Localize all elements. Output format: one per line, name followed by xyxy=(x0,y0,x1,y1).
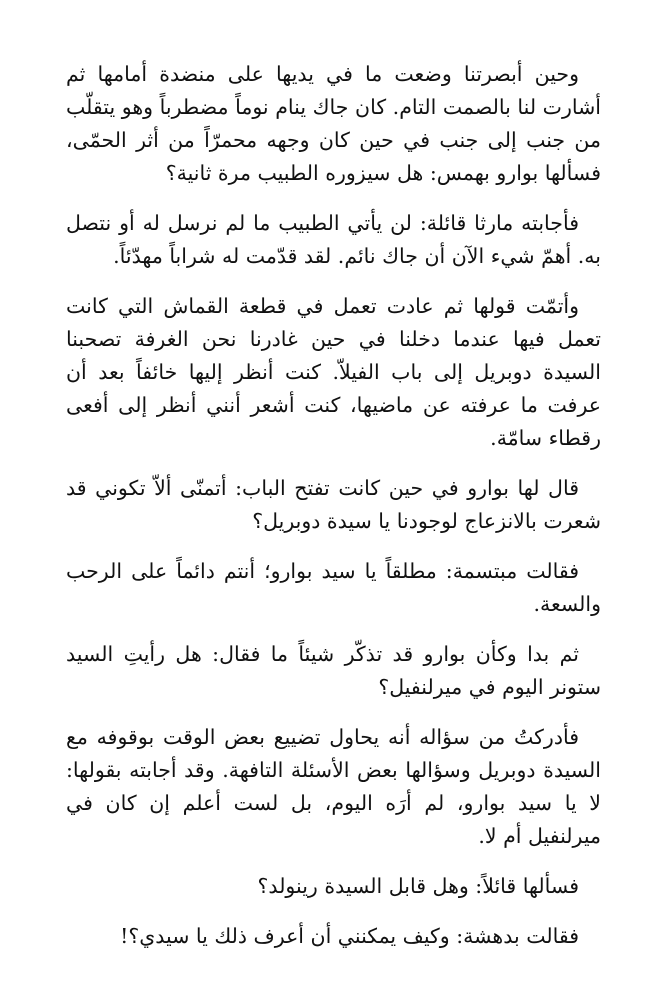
paragraph-4: قال لها بوارو في حين كانت تفتح الباب: أتمنّى ألاّ تكوني قد شعرت بالانزعاج لوجودنا يا سيدة دوبريل؟ xyxy=(66,476,601,533)
paragraph-6: ثم بدا وكأن بوارو قد تذكّر شيئاً ما فقال: هل رأيتِ السيد ستونر اليوم في ميرلنفيل؟ xyxy=(66,642,601,699)
paragraph-8: فسألها قائلاً: وهل قابل السيدة رينولد؟ xyxy=(257,874,579,898)
paragraph-2: فأجابته مارثا قائلة: لن يأتي الطبيب ما لم نرسل له أو نتصل به. أهمّ شيء الآن أن جاك نائم. لقد قدّمت له شراباً مهدّئاً. xyxy=(66,211,601,268)
paragraph-1: وحين أبصرتنا وضعت ما في يديها على منضدة أمامها ثم أشارت لنا بالصمت التام. كان جاك ينام نوماً مضطرباً وهو يتقلّب من جنب إلى جنب في حين كان وجهه محمرّاً من أثر الحمّى، فسألها بوارو بهمس: هل سيزوره الطبيب مرة ثانية؟ xyxy=(66,62,601,185)
paragraph-9: فقالت بدهشة: وكيف يمكنني أن أعرف ذلك يا سيدي؟! xyxy=(120,924,579,948)
paragraph-5: فقالت مبتسمة: مطلقاً يا سيد بوارو؛ أنتم دائماً على الرحب والسعة. xyxy=(66,559,601,616)
paragraph-3: وأتمّت قولها ثم عادت تعمل في قطعة القماش التي كانت تعمل فيها عندما دخلنا في حين غادرنا نحن الغرفة تصحبنا السيدة دوبريل إلى باب الفيلاّ. كنت أنظر إليها خائفاً بعد أن عرفت ما عرفته عن ماضيها، كنت أشعر أنني أنظر إلى أفعى رقطاء سامّة. xyxy=(66,294,601,450)
paragraph-7: فأدركتُ من سؤاله أنه يحاول تضييع بعض الوقت بوقوفه مع السيدة دوبريل وسؤالها بعض الأسئلة التافهة. وقد أجابته بقولها: لا يا سيد بوارو، لم أرَه اليوم، بل لست أعلم إن كان في ميرلنفيل أم لا. xyxy=(66,725,601,848)
book-page xyxy=(66,58,601,970)
